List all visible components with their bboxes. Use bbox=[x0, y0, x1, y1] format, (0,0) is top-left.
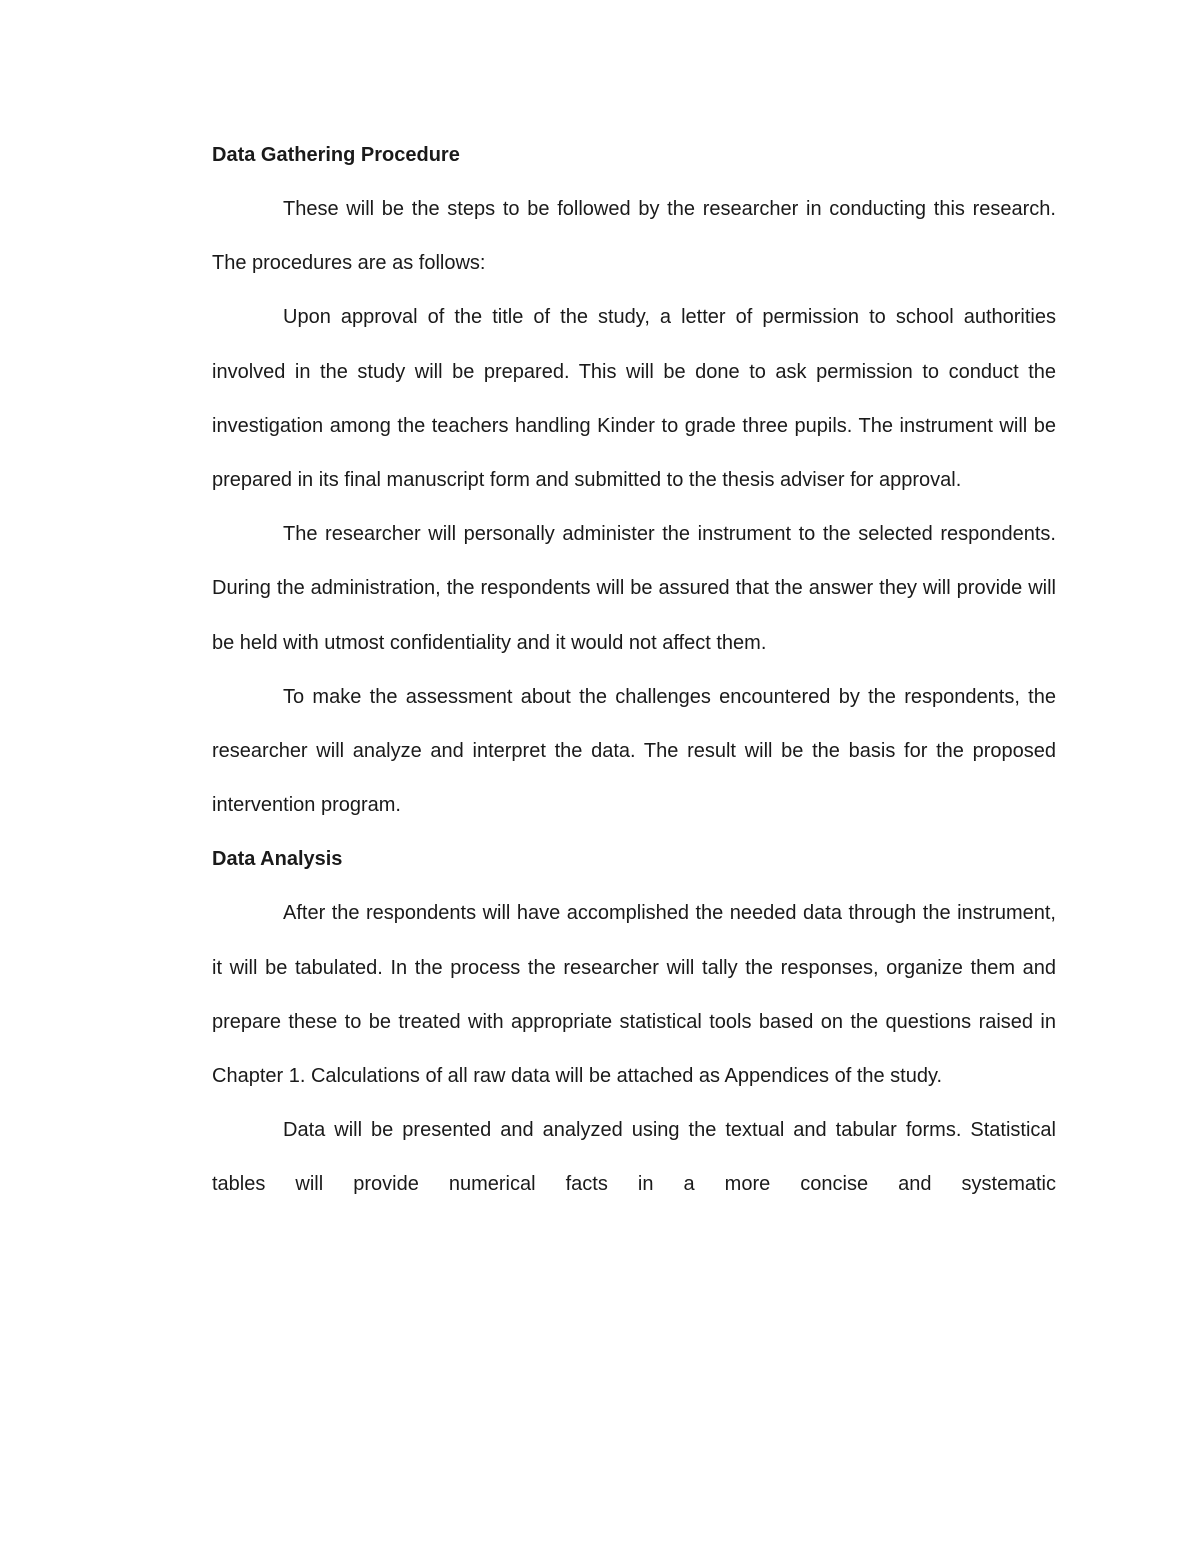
paragraph: The researcher will personally administer the instrument to the selected respondents. During the administration, the respondents will be assured that the answer they will provide will be held with utmost confidentiality and it would not affect them. bbox=[212, 523, 1056, 654]
section-heading: Data Gathering Procedure bbox=[212, 144, 460, 166]
paragraph: After the respondents will have accomplished the needed data through the instrument, it will be tabulated. In the process the researcher will tally the responses, organize them and prepare these to be treated with appropriate statistical tools based on the questions raised in Chapter 1. Calculations of all raw data will be attached as Appendices of the study. bbox=[212, 902, 1056, 1088]
paragraph: To make the assessment about the challenges encountered by the respondents, the researcher will analyze and interpret the data. The result will be the basis for the proposed intervention program. bbox=[212, 685, 1056, 817]
paragraph: Data will be presented and analyzed using the textual and tabular forms. Statistical tables will provide numerical facts in a more concise and systematic bbox=[212, 1119, 1056, 1196]
paragraph: Upon approval of the title of the study, a letter of permission to school authorities involved in the study will be prepared. This will be done to ask permission to conduct the investigation among the teachers handling Kinder to grade three pupils. The instrument will be prepared in its final manuscript form and submitted to the thesis adviser for approval. bbox=[212, 306, 1056, 492]
section-data-analysis bbox=[212, 832, 1056, 1211]
document-page bbox=[212, 128, 1056, 1212]
section-data-gathering bbox=[212, 128, 1056, 832]
section-heading: Data Analysis bbox=[212, 848, 343, 871]
paragraph: These will be the steps to be followed by the researcher in conducting this research. The procedures are as follows: bbox=[212, 198, 1056, 275]
